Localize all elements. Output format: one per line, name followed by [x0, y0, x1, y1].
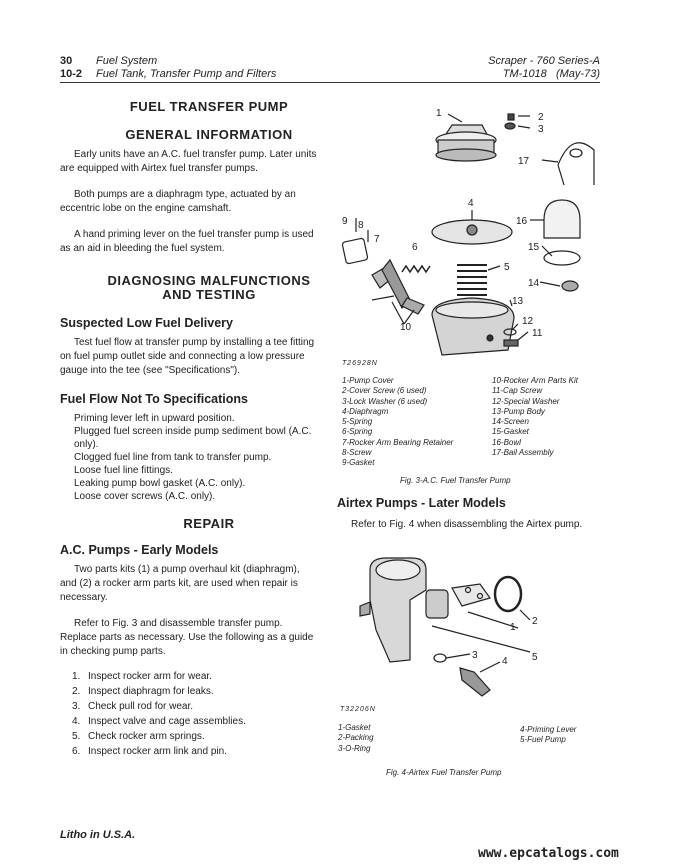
page-number: 30 — [60, 55, 73, 67]
legend-item: 5-Fuel Pump — [520, 735, 566, 745]
callout-4: 4 — [502, 656, 508, 667]
legend-item: 4-Diaphragm — [342, 406, 389, 416]
legend-item: 8-Screw — [342, 448, 372, 458]
figure-4-airtex-pump — [340, 550, 570, 705]
left-column — [60, 100, 318, 759]
subsection-name: Fuel Tank, Transfer Pump and Filters — [96, 68, 277, 80]
list-item: Loose cover screws (A.C. only). — [74, 491, 216, 502]
doc-code: TM-1018 — [502, 68, 547, 80]
callout-6: 6 — [412, 242, 418, 253]
heading-diagnosing-2: AND TESTING — [162, 287, 256, 302]
callout-8: 8 — [358, 220, 364, 231]
doc-title: Scraper - 760 Series-A — [488, 55, 600, 67]
callout-9: 9 — [342, 216, 348, 227]
legend-item: 5-Spring — [342, 417, 373, 427]
callout-10: 10 — [400, 322, 412, 333]
ac-para-1: Two parts kits (1) a pump overhaul kit (diaphragm), and (2) a rocker arm parts kit, are used when repair is necessary. — [60, 564, 300, 603]
callout-1: 1 — [510, 622, 516, 633]
legend-item: 13-Pump Body — [492, 406, 545, 416]
title-fuel-transfer-pump: FUEL TRANSFER PUMP — [129, 99, 289, 114]
doc-date: (May-73) — [555, 68, 600, 80]
fig3-legend-right — [492, 376, 600, 458]
callout-13: 13 — [512, 296, 524, 307]
legend-item: 9-Gasket — [342, 458, 375, 468]
list-item: 2. Inspect diaphragm for leaks. — [72, 686, 214, 697]
legend-item: 7-Rocker Arm Bearing Retainer — [342, 437, 454, 447]
general-para-2: Both pumps are a diaphragm type, actuated by an eccentric lobe on the engine camshaft. — [60, 189, 296, 214]
list-item: 1. Inspect rocker arm for wear. — [72, 671, 212, 682]
callout-15: 15 — [528, 242, 540, 253]
list-item: 4. Inspect valve and cage assemblies. — [72, 716, 246, 727]
section-name: Fuel System — [96, 55, 158, 67]
callout-3: 3 — [538, 124, 544, 135]
list-item: Priming lever left in upward position. — [74, 413, 235, 424]
list-item: Leaking pump bowl gasket (A.C. only). — [74, 478, 246, 489]
flow-causes-list — [60, 412, 318, 503]
callout-2: 2 — [538, 112, 544, 123]
legend-item: 11-Cap Screw — [492, 386, 543, 396]
list-item: Plugged fuel screen inside pump sediment bowl (A.C. only). — [74, 426, 312, 450]
header-rule — [60, 82, 600, 83]
fig4-legend-left — [338, 723, 488, 754]
ac-para-2: Refer to Fig. 3 and disassemble transfer pump. Replace parts as necessary. Use the following as a guide in checking pump parts. — [60, 618, 314, 657]
callout-17: 17 — [518, 156, 530, 167]
callout-16: 16 — [516, 216, 528, 227]
legend-item: 2-Cover Screw (6 used) — [342, 386, 427, 396]
callout-11: 11 — [532, 328, 543, 339]
airtex-para-1: Refer to Fig. 4 when disassembling the Airtex pump. — [351, 519, 583, 530]
callout-3: 3 — [472, 650, 478, 661]
callout-5: 5 — [504, 262, 510, 273]
general-para-1: Early units have an A.C. fuel transfer pump. Later units are equipped with Airtex fuel transfer pumps. — [60, 149, 317, 174]
heading-diagnosing-1: DIAGNOSING MALFUNCTIONS — [107, 273, 311, 288]
callout-12: 12 — [522, 316, 534, 327]
legend-item: 15-Gasket — [492, 427, 529, 437]
heading-low-delivery: Suspected Low Fuel Delivery — [60, 316, 233, 330]
figure-3-ac-pump — [332, 100, 602, 372]
inspection-steps — [60, 669, 318, 759]
heading-flow-not-to-spec: Fuel Flow Not To Specifications — [60, 392, 248, 406]
callout-4: 4 — [468, 198, 474, 209]
legend-item: 12-Special Washer — [492, 396, 560, 406]
heading-repair: REPAIR — [183, 516, 235, 531]
list-item: Clogged fuel line from tank to transfer pump. — [74, 452, 272, 463]
fig3-code: T26928N — [342, 360, 378, 367]
fig4-caption: Fig. 4-Airtex Fuel Transfer Pump — [386, 768, 502, 777]
fig4-code: T32206N — [340, 706, 376, 713]
fig3-legend-left — [342, 376, 492, 469]
doc-code-date — [503, 68, 600, 80]
legend-item: 1-Pump Cover — [342, 376, 394, 385]
callout-14: 14 — [528, 278, 540, 289]
callout-7: 7 — [374, 234, 380, 245]
legend-item: 3-O-Ring — [338, 743, 371, 753]
list-item: 6. Inspect rocker arm link and pin. — [72, 746, 227, 757]
heading-airtex-pumps: Airtex Pumps - Later Models — [337, 496, 506, 510]
callout-5: 5 — [532, 652, 538, 663]
low-delivery-text: Test fuel flow at transfer pump by installing a tee fitting on fuel pump outlet side and connecting a low pressure gauge into the tee (see "Specifications"). — [60, 337, 315, 376]
legend-item: 2-Packing — [338, 733, 374, 743]
legend-item: 1-Gasket — [338, 723, 371, 732]
legend-item: 10-Rocker Arm Parts Kit — [492, 376, 578, 385]
list-item: Loose fuel line fittings. — [74, 465, 173, 476]
legend-item: 3-Lock Washer (6 used) — [342, 396, 428, 406]
fig4-legend-right — [520, 725, 600, 746]
list-item: 5. Check rocker arm springs. — [72, 731, 205, 742]
section-number: 10-2 — [60, 68, 83, 80]
legend-item: 16-Bowl — [492, 437, 521, 447]
heading-general-information: GENERAL INFORMATION — [125, 127, 293, 142]
list-item: 3. Check pull rod for wear. — [72, 701, 194, 712]
callout-1: 1 — [436, 108, 442, 119]
general-para-3: A hand priming lever on the fuel transfer pump is used as an aid in bleeding the fuel system. — [60, 229, 314, 254]
legend-item: 17-Bail Assembly — [492, 448, 554, 458]
page-header — [60, 55, 600, 83]
heading-ac-pumps: A.C. Pumps - Early Models — [60, 543, 219, 557]
watermark-link[interactable]: www.epcatalogs.com — [478, 846, 619, 861]
legend-item: 14-Screen — [492, 417, 529, 427]
callout-2: 2 — [532, 616, 538, 627]
printed-in-usa: Litho in U.S.A. — [60, 829, 136, 841]
ac-pump-exploded-diagram — [332, 100, 602, 372]
airtex-pump-diagram — [340, 550, 570, 705]
legend-item: 4-Priming Lever — [520, 725, 577, 734]
legend-item: 6-Spring — [342, 427, 373, 437]
fig3-caption: Fig. 3-A.C. Fuel Transfer Pump — [400, 476, 511, 485]
